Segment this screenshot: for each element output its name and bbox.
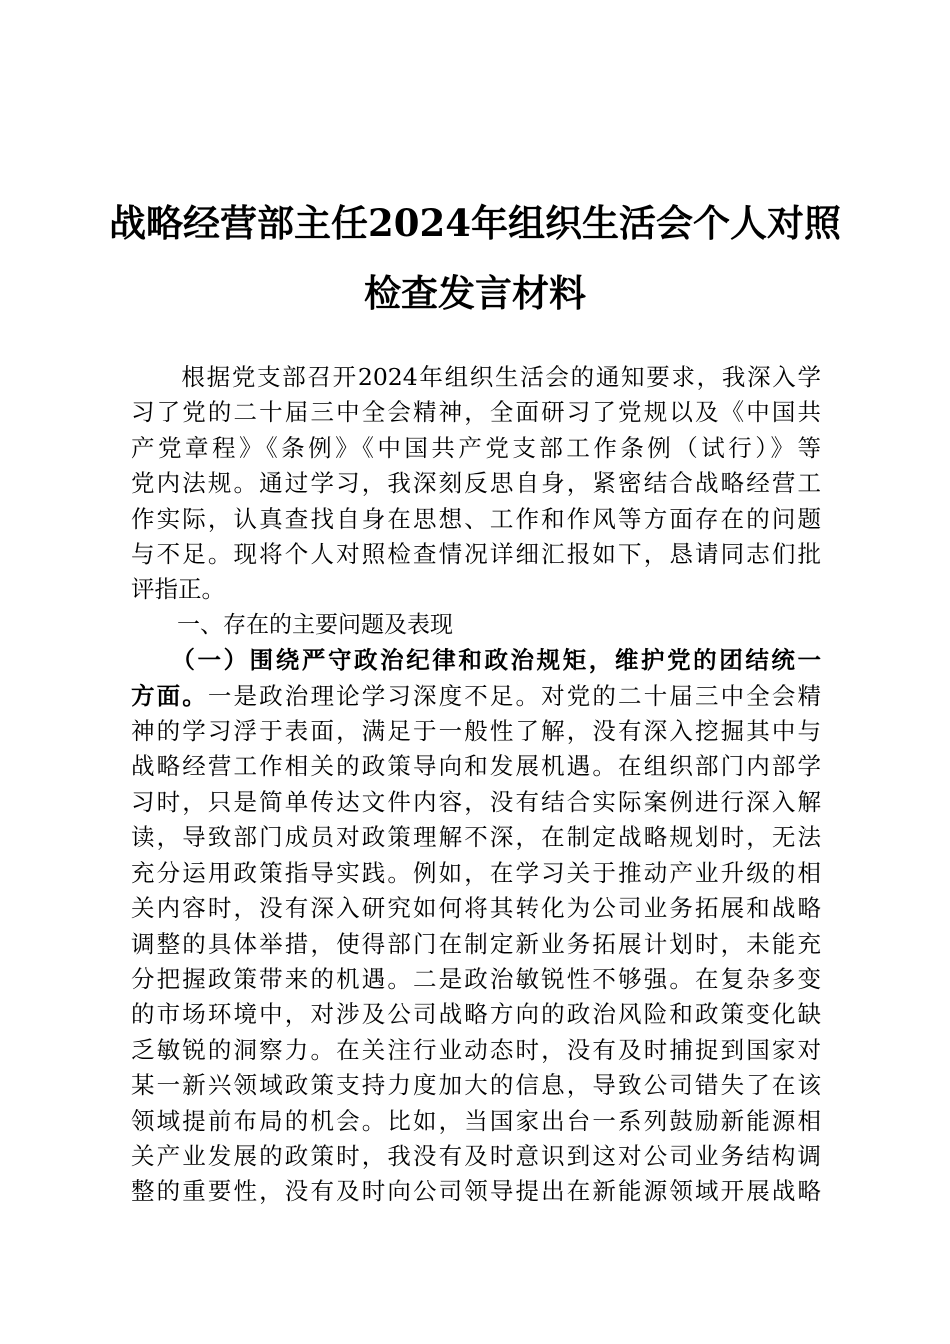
section-heading: 一、存在的主要问题及表现	[131, 611, 453, 638]
intro-line: 与不足。现将个人对照检查情况详细汇报如下，恳请同志们批	[131, 540, 821, 569]
body-line: 乏敏锐的洞察力。在关注行业动态时，没有及时捕捉到国家对	[131, 1035, 821, 1064]
intro-line: 根据党支部召开2024年组织生活会的通知要求，我深入学	[131, 363, 821, 391]
intro-paragraph	[131, 360, 821, 608]
body-line: 读，导致部门成员对政策理解不深，在制定战略规划时，无法	[131, 823, 821, 852]
body-line: 充分运用政策指导实践。例如，在学习关于推动产业升级的相	[131, 858, 821, 887]
intro-line: 党内法规。通过学习，我深刻反思自身，紧密结合战略经营工	[131, 469, 821, 498]
subsection-heading-line: （一）围绕严守政治纪律和政治规矩，维护党的团结统一	[131, 646, 821, 675]
body-line: 习时，只是简单传达文件内容，没有结合实际案例进行深入解	[131, 787, 821, 816]
document-body	[131, 360, 821, 1210]
intro-line: 评指正。	[131, 575, 225, 604]
body-line: 领域提前布局的机会。比如，当国家出台一系列鼓励新能源相	[131, 1106, 821, 1135]
document-title	[100, 188, 850, 328]
intro-line: 产党章程》《条例》《中国共产党支部工作条例（试行）》等	[131, 433, 821, 462]
intro-line: 作实际，认真查找自身在思想、工作和作风等方面存在的问题	[131, 504, 821, 533]
body-line: 神的学习浮于表面，满足于一般性了解，没有深入挖掘其中与	[131, 717, 821, 746]
title-line-2: 检查发言材料	[364, 271, 586, 315]
title-line-1: 战略经营部主任2024年组织生活会个人对照	[109, 201, 841, 245]
body-line: 的市场环境中，对涉及公司战略方向的政治风险和政策变化缺	[131, 1000, 821, 1029]
body-line: 关产业发展的政策时，我没有及时意识到这对公司业务结构调	[131, 1141, 821, 1170]
body-line: 整的重要性，没有及时向公司领导提出在新能源领域开展战略	[131, 1177, 821, 1206]
body-line: 分把握政策带来的机遇。二是政治敏锐性不够强。在复杂多变	[131, 964, 821, 993]
body-line-text: 一是政治理论学习深度不足。对党的二十届三中全会精	[207, 681, 822, 710]
body-line: 调整的具体举措，使得部门在制定新业务拓展计划时，未能充	[131, 929, 821, 958]
body-line: 某一新兴领域政策支持力度加大的信息，导致公司错失了在该	[131, 1071, 821, 1100]
body-line: 关内容时，没有深入研究如何将其转化为公司业务拓展和战略	[131, 894, 821, 923]
body-line	[131, 679, 821, 714]
subsection-heading-tail: 方面。	[131, 681, 208, 710]
body-line: 战略经营工作相关的政策导向和发展机遇。在组织部门内部学	[131, 752, 821, 781]
intro-line: 习了党的二十届三中全会精神，全面研习了党规以及《中国共	[131, 398, 821, 427]
subsection-paragraph	[131, 643, 821, 1210]
